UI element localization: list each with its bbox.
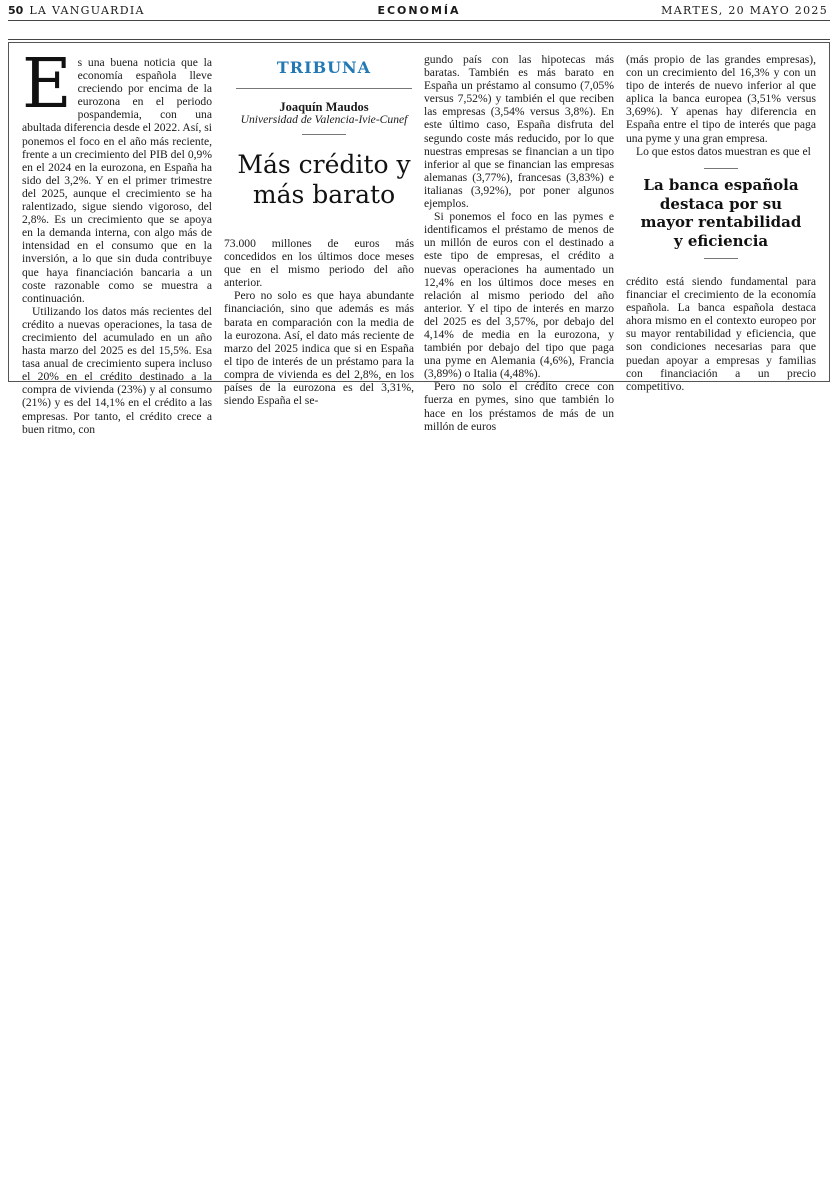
divider bbox=[236, 88, 412, 89]
paragraph: Pero no solo es que haya abundante financiación, sino que además es más barata en comparación con la media de la eurozona. Así, el dato más reciente de marzo del 2025 indica que si en España el tipo de interés de un préstamo para la compra de vivienda es del 2,8%, en los países de la eurozona es del 3,31%, siendo España el se- bbox=[224, 289, 414, 408]
article-column-4-continued bbox=[626, 275, 816, 393]
paragraph-text: s una buena noticia que la economía española lleve creciendo por encima de la eurozona en el periodo pospandemia, con una abultada diferencia desde el 2022. Así, si ponemos el foco en el año más reciente, frente a un crecimiento del PIB del 0,9% en el 2024 en la eurozona, en España ha sido del 3,2%. Y en el primer trimestre del 2025, aunque el crecimiento se ha ralentizado, sigue siendo vigoroso, del 2,8%. Es un crecimiento que se apoya en la demanda interna, con algo más de intensidad en el consumo que en la inversión, a lo que sin duda contribuye que haya financiación bancaria a un coste razonable como se muestra a continuación. bbox=[22, 56, 212, 305]
paragraph bbox=[22, 45, 212, 305]
paragraph: Si ponemos el foco en las pymes e identificamos el préstamo de menos de un millón de euros con el destinado a este tipo de empresas, el crédito a nuevas operaciones ha aumentado un 12,4% en los últimos doce meses en relación al mismo periodo del año anterior. Y el tipo de interés en marzo del 2025 es del 3,57%, por debajo del 4,14% de media en la eurozona, y también por debajo del tipo que paga una pyme en Alemania (4,6%), Francia (3,89%) o Italia (4,48%). bbox=[424, 210, 614, 381]
divider bbox=[704, 258, 738, 259]
divider bbox=[704, 168, 738, 169]
masthead bbox=[8, 4, 830, 20]
paragraph: Lo que estos datos muestran es que el bbox=[636, 144, 811, 158]
paragraph: Pero no solo el crédito crece con fuerza en pymes, sino que también lo hace en los préstamos de más de un millón de euros bbox=[424, 380, 614, 433]
divider bbox=[302, 134, 346, 135]
paragraph: gundo país con las hipotecas más baratas. También es más barato en España un préstamo al consumo (7,05% versus 7,52%) y también el que reciben las empresas (3,54% versus 3,8%). En este último caso, España disfruta del segundo coste más reducido, por lo que nuestras empresas se financian a un tipo inferior al que se financian las empresas alemanas (3,77%), francesas (3,83%) e italianas (3,92%), por poner algunos ejemplos. bbox=[424, 53, 614, 211]
section-kicker: TRIBUNA bbox=[276, 58, 372, 77]
drop-cap: E bbox=[22, 45, 72, 124]
page-number: 50 bbox=[8, 4, 24, 17]
paragraph: Utilizando los datos más recientes del crédito a nuevas operaciones, la tasa de crecimiento del acumulado en un año hasta marzo del 2025 es del 15,5%. Esa tasa anual de crecimiento supera incluso el 20% en el crédito destinado a la compra de vivienda (23%) y al consumo (21%) y es del 14,1% en el crédito a las empresas. Por tanto, el crédito crece a buen ritmo, con bbox=[22, 304, 212, 436]
article-column-4 bbox=[626, 53, 816, 158]
article-column-2 bbox=[224, 237, 414, 407]
masthead-rule-lower bbox=[8, 39, 830, 40]
author-name: Joaquín Maudos bbox=[279, 100, 369, 114]
headline: Más crédito y más barato bbox=[237, 150, 411, 209]
paragraph: crédito está siendo fundamental para financiar el crecimiento de la economía española. La banca española destaca ahora mismo en el contexto europeo por su mayor rentabilidad y eficiencia, que son condiciones necesarias para que puedan apoyar a empresas y familias con financiación a un precio competitivo. bbox=[626, 275, 816, 393]
issue-date: MARTES, 20 MAYO 2025 bbox=[661, 4, 828, 17]
paragraph: 73.000 millones de euros más concedidos en los últimos doce meses que en el mismo periodo del año anterior. bbox=[224, 237, 414, 290]
article-column-3 bbox=[424, 53, 614, 433]
author-affiliation: Universidad de Valencia-Ivie-Cunef bbox=[240, 113, 408, 126]
masthead-rule bbox=[8, 20, 830, 21]
section-name: ECONOMÍA bbox=[377, 4, 461, 17]
article-column-1 bbox=[22, 45, 212, 436]
publication-name: LA VANGUARDIA bbox=[29, 4, 145, 17]
paragraph: (más propio de las grandes empresas), con un crecimiento del 16,3% y con un tipo de interés de nuevo inferior al que aplica la banca europea (3,51% versus 3,69%). Y apenas hay diferencia en España entre el tipo de interés que paga una pyme y una gran empresa. bbox=[626, 53, 816, 145]
pull-quote: La banca española destaca por su mayor rentabilidad y eficiencia bbox=[640, 176, 802, 250]
